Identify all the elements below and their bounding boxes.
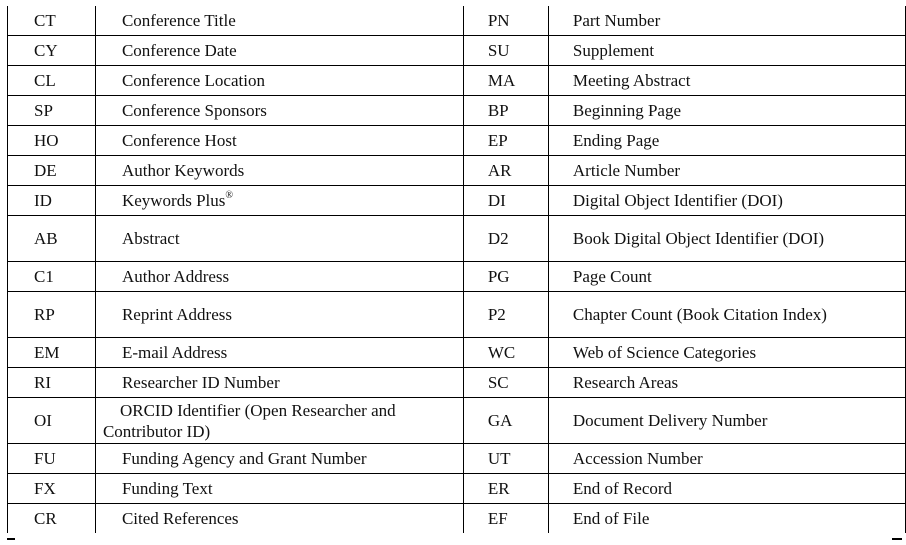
right-desc: Accession Number bbox=[548, 444, 905, 474]
right-desc: Part Number bbox=[548, 6, 905, 36]
right-desc: End of Record bbox=[548, 474, 905, 504]
right-code: MA bbox=[463, 66, 548, 96]
left-code: CT bbox=[8, 6, 96, 36]
left-desc: Conference Location bbox=[95, 66, 463, 96]
right-desc: Chapter Count (Book Citation Index) bbox=[548, 292, 905, 338]
right-desc: Digital Object Identifier (DOI) bbox=[548, 186, 905, 216]
left-code: HO bbox=[8, 126, 96, 156]
right-desc: Research Areas bbox=[548, 368, 905, 398]
right-desc: Article Number bbox=[548, 156, 905, 186]
right-code: PG bbox=[463, 262, 548, 292]
right-desc: Supplement bbox=[548, 36, 905, 66]
right-code: DI bbox=[463, 186, 548, 216]
table-row bbox=[8, 444, 906, 474]
field-tag-table bbox=[7, 6, 906, 533]
left-code: ID bbox=[8, 186, 96, 216]
table-row bbox=[8, 292, 906, 338]
right-code: UT bbox=[463, 444, 548, 474]
left-desc: Author Keywords bbox=[95, 156, 463, 186]
right-desc: Ending Page bbox=[548, 126, 905, 156]
left-desc: Cited References bbox=[95, 504, 463, 534]
left-code: CL bbox=[8, 66, 96, 96]
right-code: SC bbox=[463, 368, 548, 398]
left-desc-line2: Contributor ID) bbox=[102, 421, 211, 441]
right-code: WC bbox=[463, 338, 548, 368]
table-row bbox=[8, 156, 906, 186]
left-desc: Reprint Address bbox=[95, 292, 463, 338]
left-desc: Researcher ID Number bbox=[95, 368, 463, 398]
left-desc: Conference Date bbox=[95, 36, 463, 66]
right-code: ER bbox=[463, 474, 548, 504]
table-corner-rule-left bbox=[7, 538, 15, 540]
left-desc-line1: ORCID Identifier (Open Researcher and bbox=[119, 400, 396, 420]
right-desc: Page Count bbox=[548, 262, 905, 292]
table-row bbox=[8, 504, 906, 534]
left-code: SP bbox=[8, 96, 96, 126]
right-desc: Beginning Page bbox=[548, 96, 905, 126]
left-code: CR bbox=[8, 504, 96, 534]
right-desc: Meeting Abstract bbox=[548, 66, 905, 96]
registered-mark: ® bbox=[225, 190, 233, 202]
table-row bbox=[8, 186, 906, 216]
right-code: GA bbox=[463, 398, 548, 444]
right-code: BP bbox=[463, 96, 548, 126]
left-code: DE bbox=[8, 156, 96, 186]
left-code: OI bbox=[8, 398, 96, 444]
right-desc: End of File bbox=[548, 504, 905, 534]
table-row bbox=[8, 216, 906, 262]
right-code: SU bbox=[463, 36, 548, 66]
left-code: FU bbox=[8, 444, 96, 474]
left-desc: Funding Text bbox=[95, 474, 463, 504]
left-desc-text: Keywords Plus bbox=[121, 191, 226, 210]
table-row bbox=[8, 398, 906, 444]
left-code: FX bbox=[8, 474, 96, 504]
right-code: D2 bbox=[463, 216, 548, 262]
left-code: RP bbox=[8, 292, 96, 338]
right-code: EP bbox=[463, 126, 548, 156]
left-desc: Author Address bbox=[95, 262, 463, 292]
table-row bbox=[8, 96, 906, 126]
table-row bbox=[8, 338, 906, 368]
table-row bbox=[8, 474, 906, 504]
left-desc: Funding Agency and Grant Number bbox=[95, 444, 463, 474]
table-corner-rule-right bbox=[892, 538, 902, 540]
table-row bbox=[8, 6, 906, 36]
right-desc: Document Delivery Number bbox=[548, 398, 905, 444]
right-code: PN bbox=[463, 6, 548, 36]
left-code: CY bbox=[8, 36, 96, 66]
left-desc bbox=[95, 186, 463, 216]
right-desc: Book Digital Object Identifier (DOI) bbox=[548, 216, 905, 262]
left-desc: Conference Sponsors bbox=[95, 96, 463, 126]
right-code: P2 bbox=[463, 292, 548, 338]
right-code: EF bbox=[463, 504, 548, 534]
left-desc: Abstract bbox=[95, 216, 463, 262]
left-code: C1 bbox=[8, 262, 96, 292]
table-row bbox=[8, 126, 906, 156]
right-desc: Web of Science Categories bbox=[548, 338, 905, 368]
left-desc: Conference Title bbox=[95, 6, 463, 36]
table-row bbox=[8, 66, 906, 96]
left-code: EM bbox=[8, 338, 96, 368]
left-desc: Conference Host bbox=[95, 126, 463, 156]
right-code: AR bbox=[463, 156, 548, 186]
left-code: RI bbox=[8, 368, 96, 398]
left-desc: E-mail Address bbox=[95, 338, 463, 368]
left-desc bbox=[95, 398, 463, 444]
table-row bbox=[8, 368, 906, 398]
table-row bbox=[8, 36, 906, 66]
table-row bbox=[8, 262, 906, 292]
left-code: AB bbox=[8, 216, 96, 262]
